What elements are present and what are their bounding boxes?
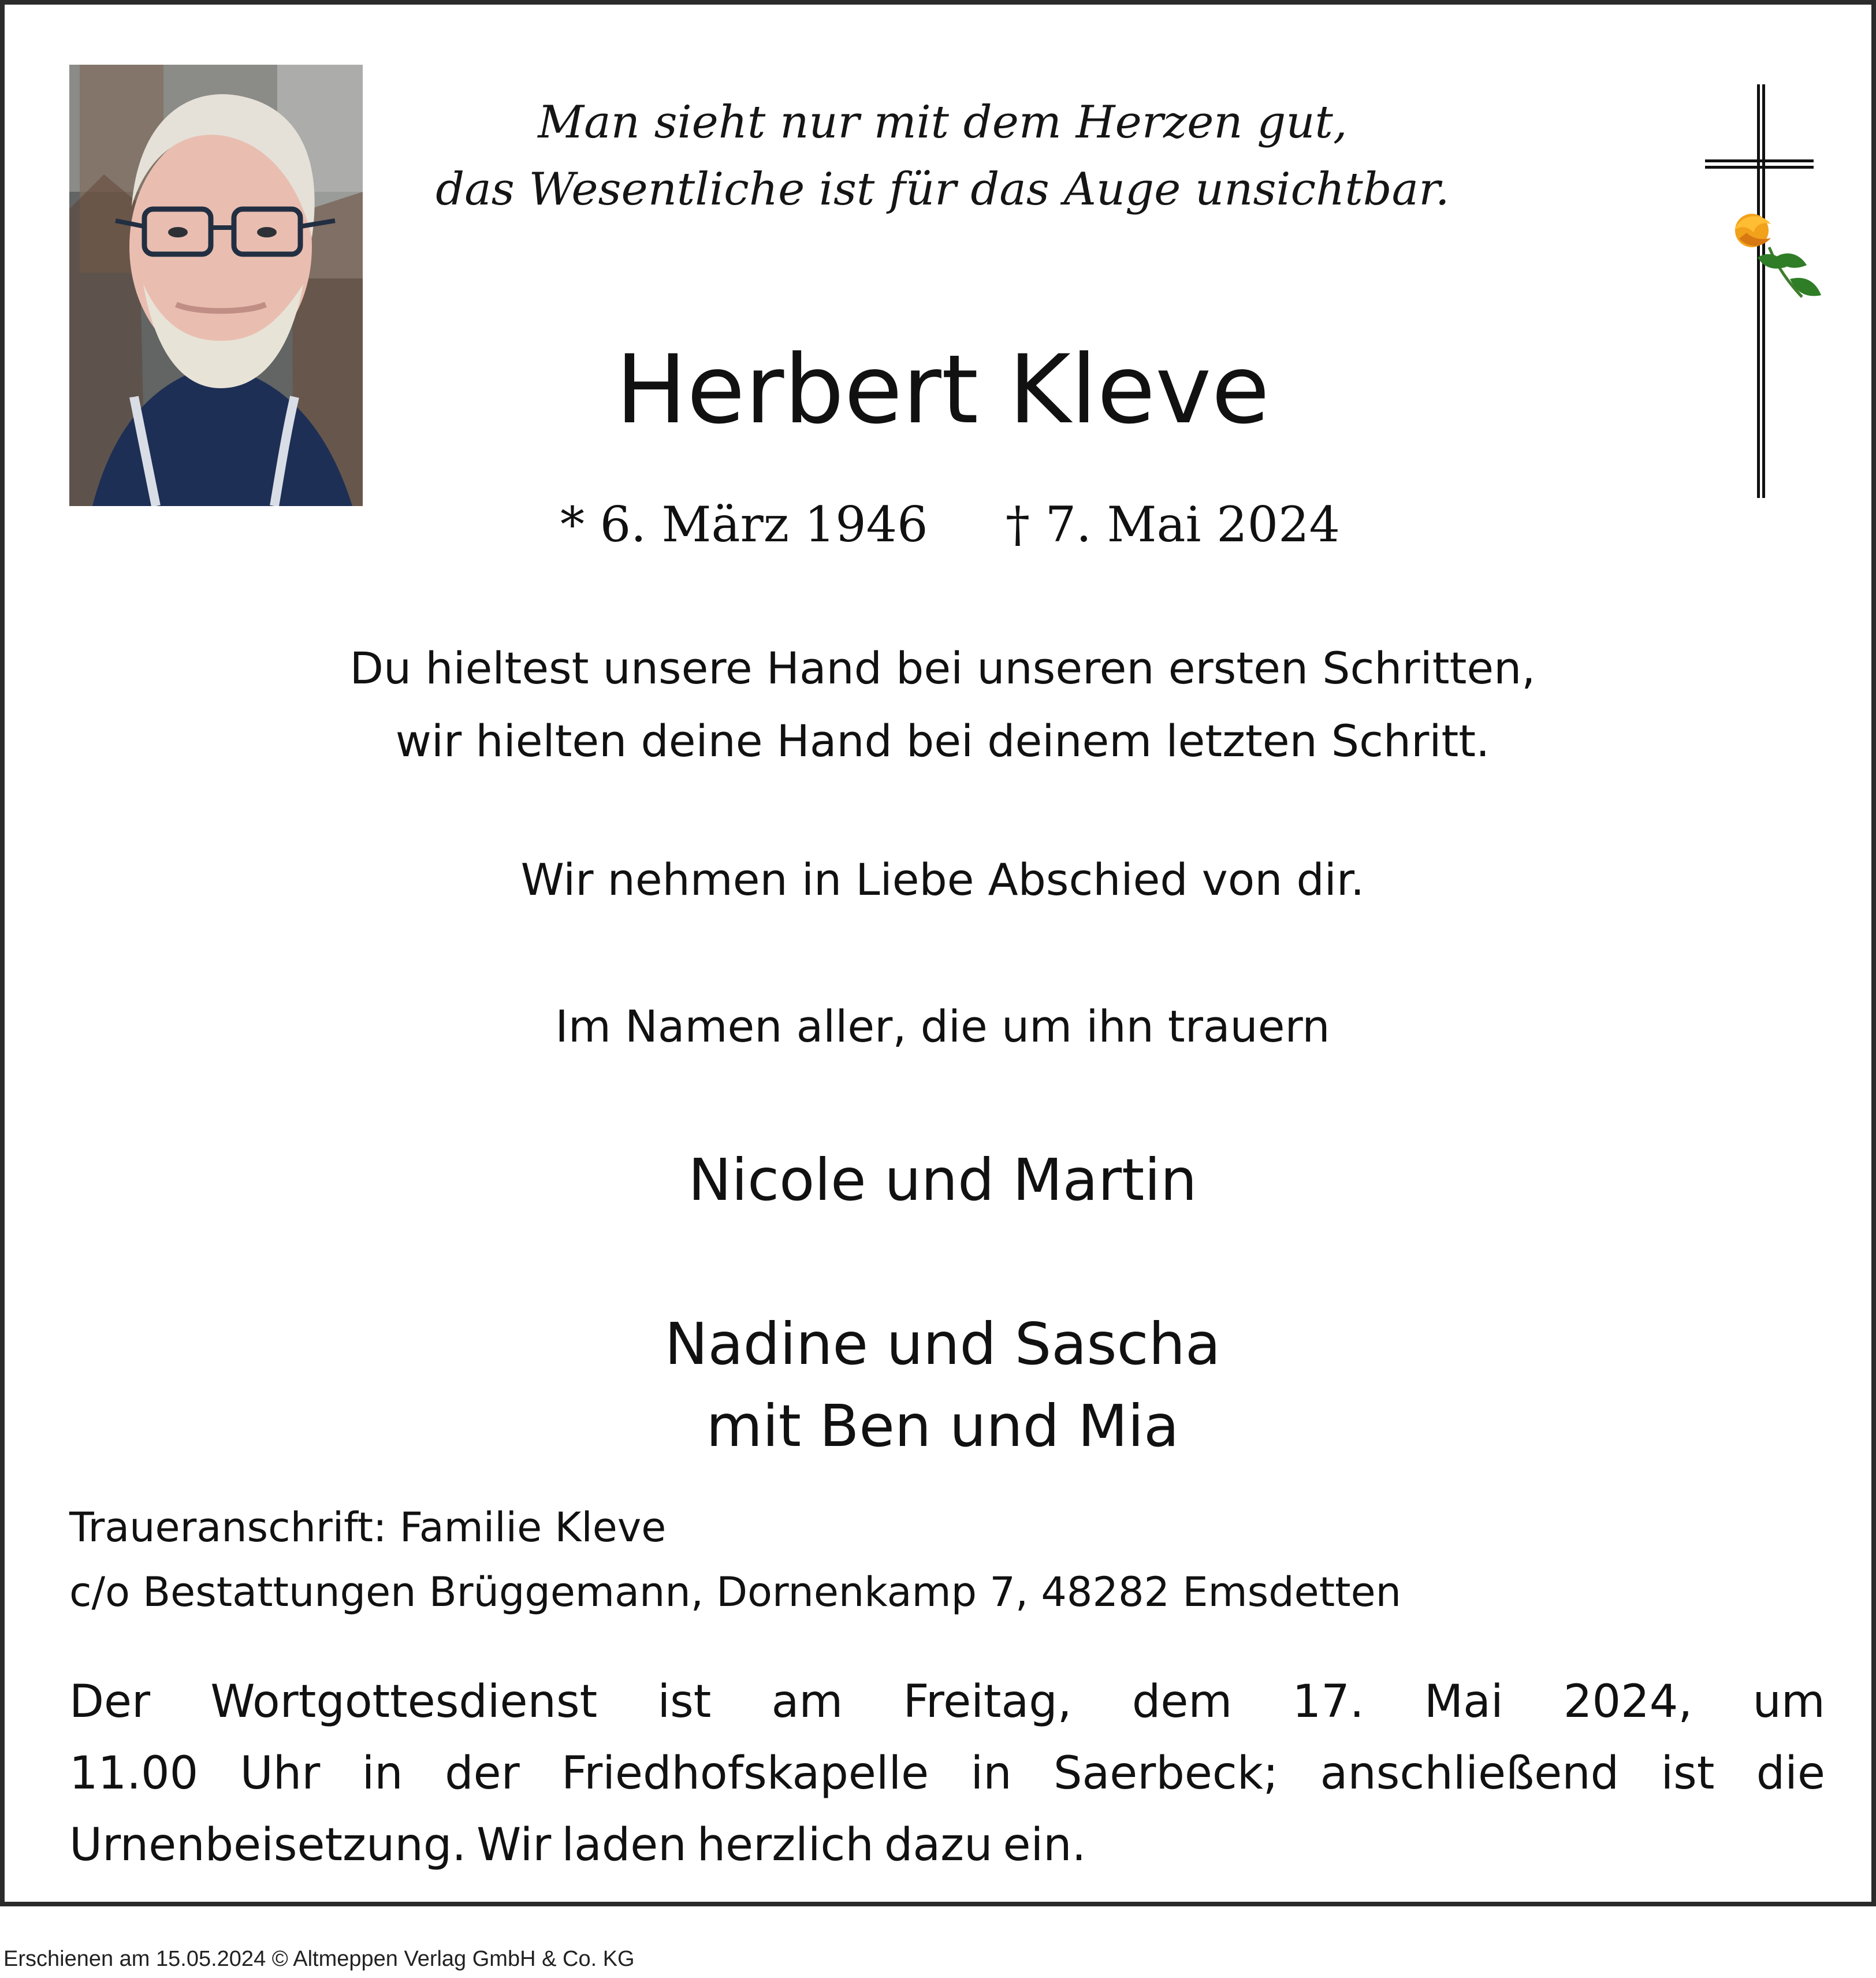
service-word: laden [561,1819,687,1871]
service-word: dazu [884,1819,993,1871]
farewell-text: Wir nehmen in Liebe Abschied von dir. [520,854,1365,905]
service-word: Urnenbeisetzung. [69,1819,467,1871]
service-word: Saerbeck; [1054,1748,1279,1799]
service-word: 17. [1292,1676,1364,1728]
service-details [69,1666,1825,1881]
service-line [69,1809,1825,1881]
poem [5,632,1876,778]
service-word: Wir [477,1819,552,1871]
family-line: mit Ben und Mia [706,1392,1179,1460]
service-word: Der [69,1676,151,1728]
service-word: Uhr [240,1748,321,1799]
quote-line: das Wesentliche ist für das Auge unsichtbar. [436,163,1450,215]
service-word: in [362,1748,403,1799]
publication-footer: Erschienen am 15.05.2024 © Altmeppen Verlag GmbH & Co. KG [3,1947,635,1971]
service-word: am [771,1676,843,1728]
service-line [69,1738,1825,1809]
rose-icon [1734,214,1821,297]
service-word: 2024, [1563,1676,1693,1728]
service-word: in [970,1748,1012,1799]
service-word: der [445,1748,520,1799]
service-word: ist [1661,1748,1715,1799]
life-dates [5,490,1876,559]
death-date: † 7. Mai 2024 [1006,496,1340,553]
service-word: um [1752,1676,1825,1728]
birth-date: * 6. März 1946 [560,496,928,553]
service-word: 11.00 [69,1748,199,1799]
service-word: Friedhofskapelle [561,1748,929,1799]
service-word: herzlich [697,1819,874,1871]
poem-line: wir hielten deine Hand bei deinem letzten Schritt. [395,715,1490,767]
address-line: Traueranschrift: Familie Kleve [69,1504,667,1551]
service-word: Wortgottesdienst [210,1676,598,1728]
family-line: Nadine und Sascha [664,1310,1221,1378]
service-word: anschließend [1320,1748,1620,1799]
family-name-2 [5,1303,1876,1467]
service-word: Mai [1424,1676,1503,1728]
mourning-address [69,1495,1571,1624]
service-word: Freitag, [903,1676,1072,1728]
service-word: die [1756,1748,1825,1799]
family-name-1: Nicole und Martin [688,1146,1197,1214]
address-line: c/o Bestattungen Brüggemann, Dornenkamp 7, 48282 Emsdetten [69,1568,1402,1616]
service-word: ist [657,1676,712,1728]
service-word: dem [1131,1676,1233,1728]
quote [5,89,1876,223]
service-line [69,1666,1825,1738]
deceased-name: Herbert Kleve [615,334,1270,445]
quote-line: Man sieht nur mit dem Herzen gut, [538,96,1348,148]
service-word: ein. [1003,1819,1086,1871]
mourners-intro: Im Namen aller, die um ihn trauern [555,1001,1330,1052]
poem-line: Du hieltest unsere Hand bei unseren ersten Schritten, [349,642,1536,694]
